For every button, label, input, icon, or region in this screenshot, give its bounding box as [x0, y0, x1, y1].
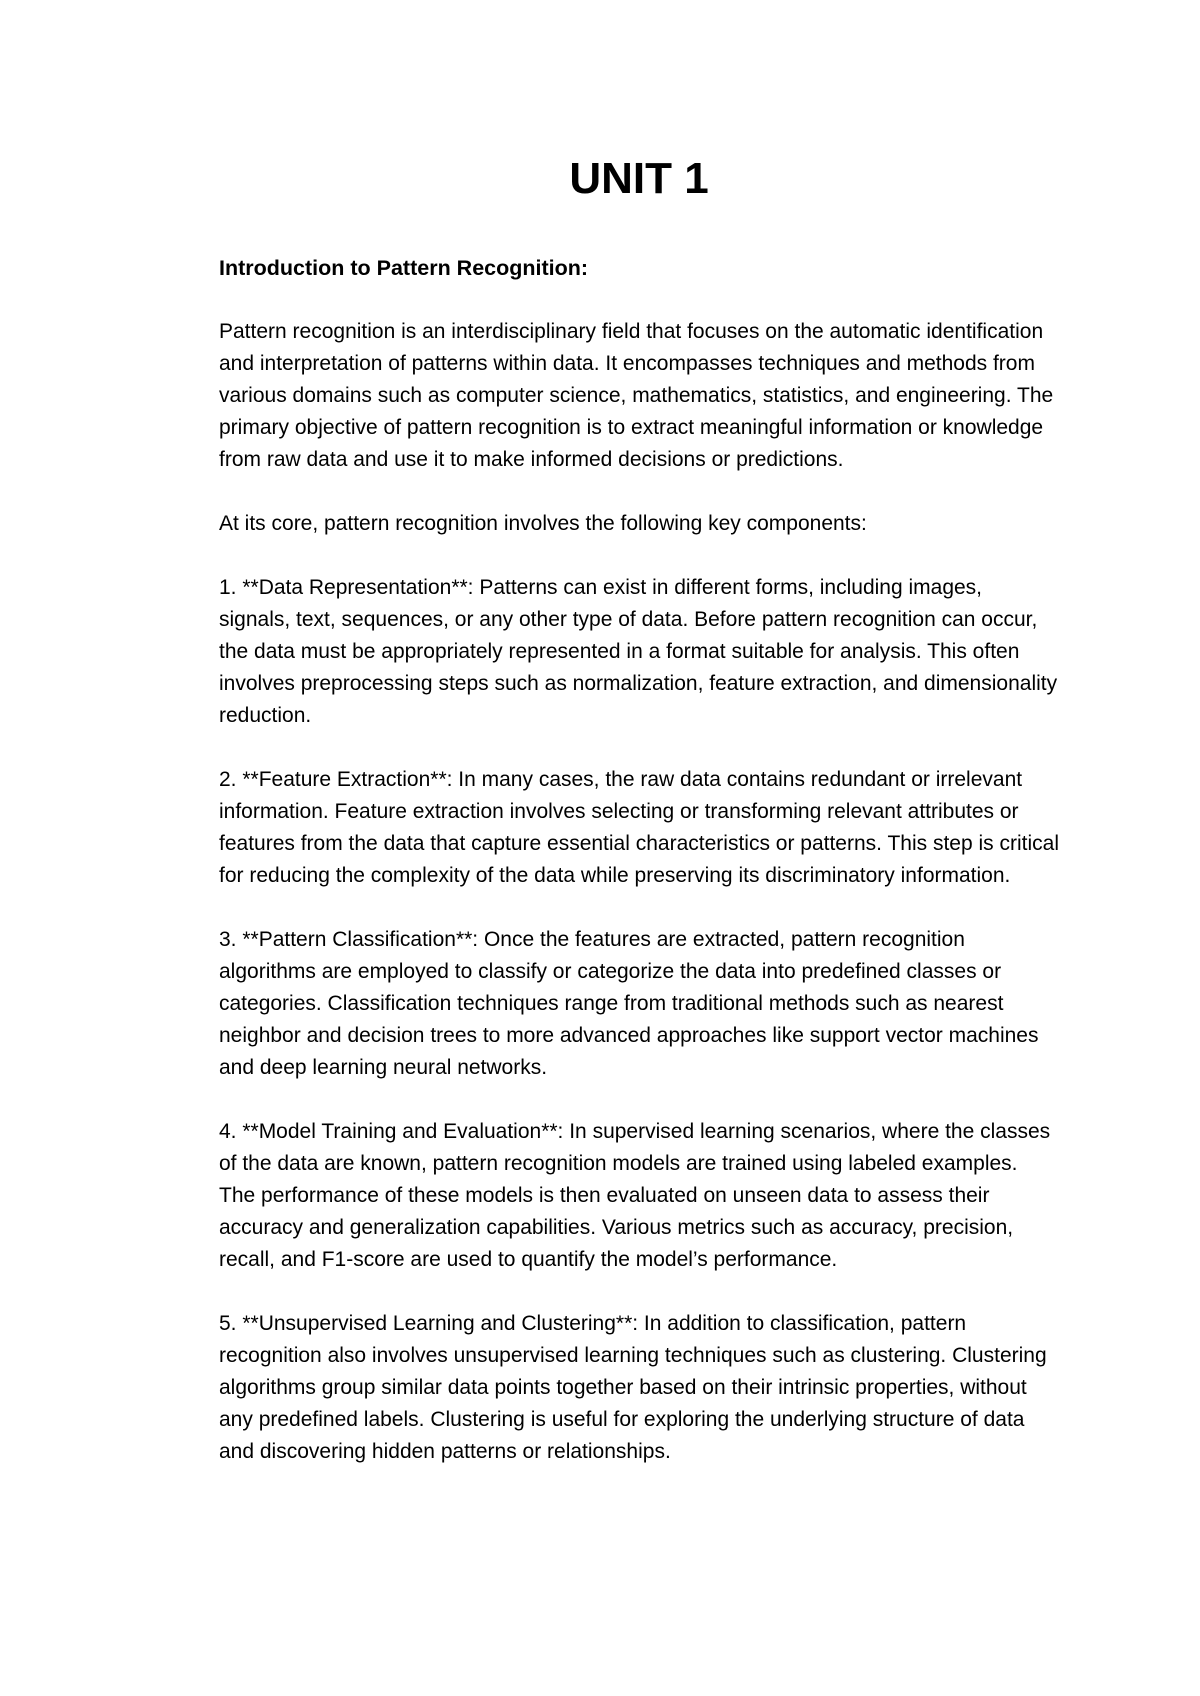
item-model-training-evaluation: 4. **Model Training and Evaluation**: In supervised learning scenarios, where the classes of the data are known, pattern recognition models are trained using labeled examples. The performance of these models is then evaluated on unseen data to assess their accuracy and generalization capabilities. Various metrics such as accuracy, precision, recall, and F1-score are used to quantify the model’s performance.: [219, 1120, 1051, 1271]
section-heading: Introduction to Pattern Recognition:: [219, 256, 589, 280]
components-intro-paragraph: At its core, pattern recognition involves the following key components:: [219, 512, 867, 535]
item-feature-extraction: 2. **Feature Extraction**: In many cases, the raw data contains redundant or irrelevant information. Feature extraction involves selecting or transforming relevant attributes or features from the data that capture essential characteristics or patterns. This step is critical for reducing the complexity of the data while preserving its discriminatory information.: [219, 768, 1059, 887]
document-title: UNIT 1: [569, 154, 709, 203]
item-unsupervised-learning-clustering: 5. **Unsupervised Learning and Clustering**: In addition to classification, pattern recognition also involves unsupervised learning techniques such as clustering. Clustering algorithms group similar data points together based on their intrinsic properties, without any predefined labels. Clustering is useful for exploring the underlying structure of data and discovering hidden patterns or relationships.: [219, 1312, 1047, 1463]
intro-paragraph: Pattern recognition is an interdisciplinary field that focuses on the automatic identification and interpretation of patterns within data. It encompasses techniques and methods from various domains such as computer science, mathematics, statistics, and engineering. The primary objective of pattern recognition is to extract meaningful information or knowledge from raw data and use it to make informed decisions or predictions.: [219, 320, 1054, 471]
document-body: [219, 148, 1059, 1500]
item-pattern-classification: 3. **Pattern Classification**: Once the features are extracted, pattern recognition algorithms are employed to classify or categorize the data into predefined classes or categories. Classification techniques range from traditional methods such as nearest neighbor and decision trees to more advanced approaches like support vector machines and deep learning neural networks.: [219, 928, 1039, 1079]
item-data-representation: 1. **Data Representation**: Patterns can exist in different forms, including images, signals, text, sequences, or any other type of data. Before pattern recognition can occur, the data must be appropriately represented in a format suitable for analysis. This often involves preprocessing steps such as normalization, feature extraction, and dimensionality reduction.: [219, 576, 1058, 727]
